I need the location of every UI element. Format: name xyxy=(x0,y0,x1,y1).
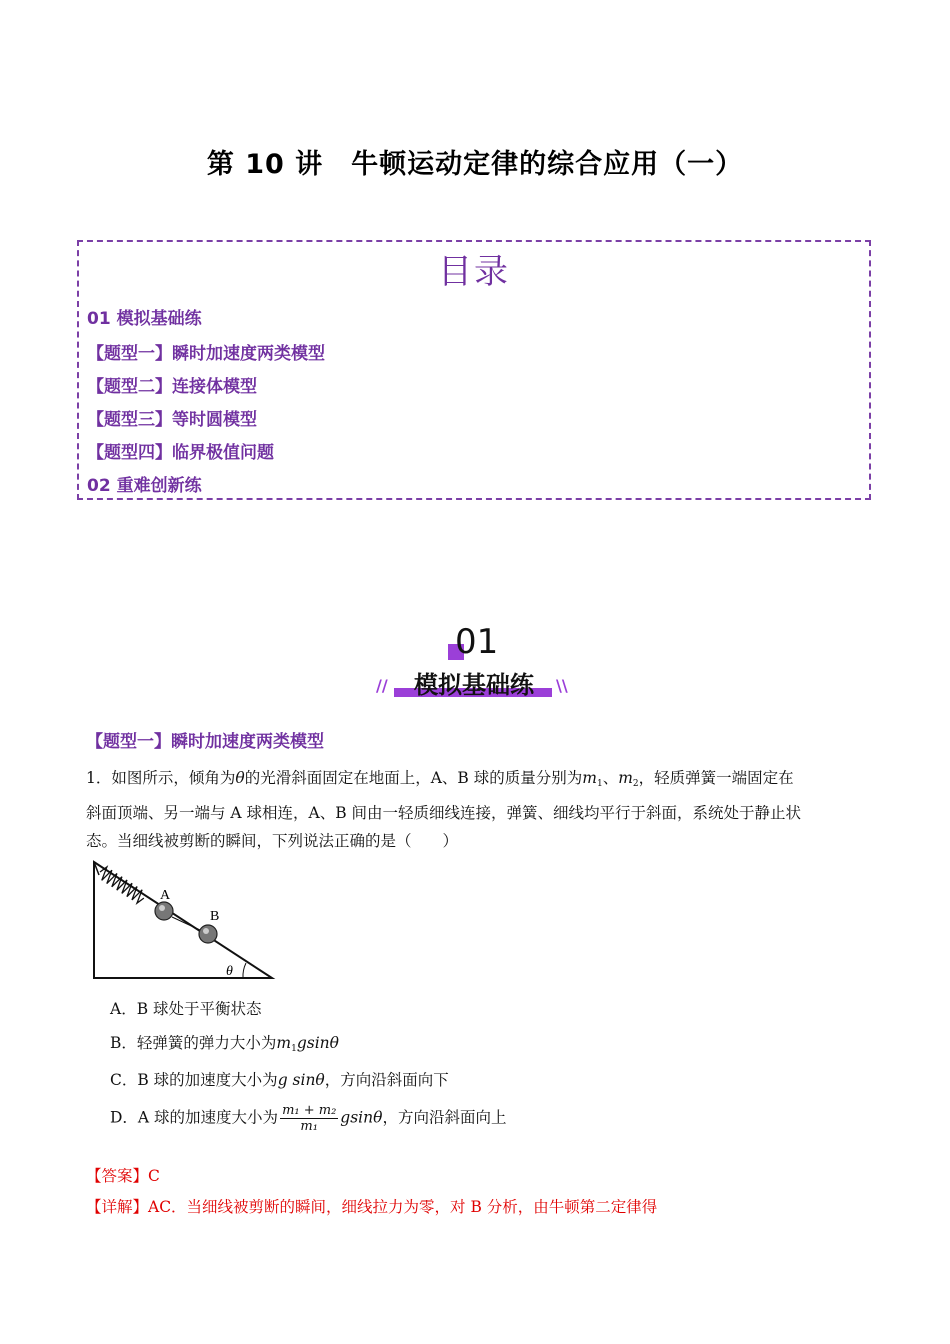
label-b: B xyxy=(210,909,220,924)
badge-slash-left: // xyxy=(376,676,388,695)
question-number: 1． xyxy=(86,769,112,787)
question-line-2: 斜面顶端、另一端与 A 球相连，A、B 间由一轻质细线连接，弹簧、细线均平行于斜面，系统处于静止状 xyxy=(86,804,802,822)
table-of-contents xyxy=(77,240,871,500)
question-line-1: 1．如图所示，倾角为θ的光滑斜面固定在地面上，A、B 球的质量分别为$m_1$、$m_2$，轻质弹簧一端固定在 xyxy=(86,769,794,789)
badge-number: 01 xyxy=(455,622,499,662)
section-heading: 【题型一】瞬时加速度两类模型 xyxy=(86,732,324,752)
incline-figure xyxy=(88,858,278,983)
option-d[interactable]: D．A 球的加速度大小为 $\frac{\text{m₁ + m₂}}{\text{m₁}}$ gsinθ，方向沿斜面向上 xyxy=(110,1103,507,1134)
explanation-line: 【详解】AC．当细线被剪断的瞬间，细线拉力为零，对 B 分析，由牛顿第二定律得 xyxy=(86,1198,658,1216)
option-b[interactable]: B．轻弹簧的弹力大小为$m_1gsin\theta$ xyxy=(110,1034,339,1054)
section-badge xyxy=(376,620,580,705)
toc-item[interactable]: 【题型一】瞬时加速度两类模型 xyxy=(87,344,325,364)
toc-item[interactable]: 【题型四】临界极值问题 xyxy=(87,443,274,463)
page-title: 第 10 讲 牛顿运动定律的综合应用（一） xyxy=(206,149,744,180)
mass-fraction: $\frac{\text{m₁ + m₂}}{\text{m₁}}$ xyxy=(282,1103,337,1134)
badge-label: 模拟基础练 xyxy=(414,671,534,699)
answer-line: 【答案】C xyxy=(86,1167,160,1185)
toc-heading: 目录 xyxy=(438,252,510,292)
badge-slash-right: \\ xyxy=(556,676,568,695)
option-c[interactable]: C．B 球的加速度大小为g sinθ，方向沿斜面向下 xyxy=(110,1071,449,1089)
angle-label: θ xyxy=(226,964,233,979)
label-a: A xyxy=(160,888,171,903)
question-line-3: 态。当细线被剪断的瞬间，下列说法正确的是（ ） xyxy=(86,832,459,850)
toc-item[interactable]: 【题型三】等时圆模型 xyxy=(87,410,257,430)
toc-item[interactable]: 【题型二】连接体模型 xyxy=(87,377,257,397)
toc-item[interactable]: 01 模拟基础练 xyxy=(87,309,202,329)
option-a[interactable]: A．B 球处于平衡状态 xyxy=(110,1000,262,1018)
toc-item[interactable]: 02 重难创新练 xyxy=(87,476,202,496)
